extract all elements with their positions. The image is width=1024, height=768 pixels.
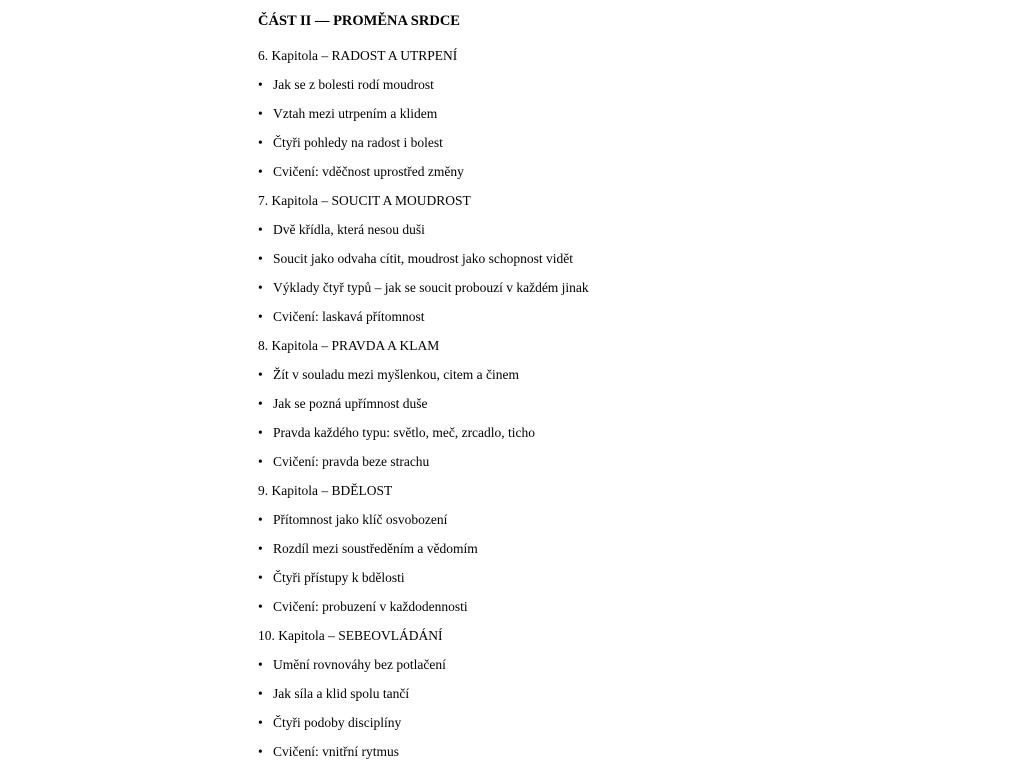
bullet-icon: • (258, 251, 263, 266)
list-item-text: Jak se pozná upřímnost duše (273, 396, 428, 411)
list-item (258, 162, 589, 191)
list-item (258, 684, 589, 713)
list-item-text: Cvičení: vnitřní rytmus (273, 744, 399, 759)
chapter-heading: 6. Kapitola – RADOST A UTRPENÍ (258, 48, 458, 63)
list-item-text: Cvičení: vděčnost uprostřed změny (273, 164, 464, 179)
part-title: ČÁST II — PROMĚNA SRDCE (258, 13, 460, 29)
list-item (258, 365, 589, 394)
bullet-icon: • (258, 715, 263, 730)
list-item-text: Žít v souladu mezi myšlenkou, citem a činem (273, 367, 519, 382)
list-item-text: Cvičení: laskavá přítomnost (273, 309, 425, 324)
list-item (258, 278, 589, 307)
bullet-icon: • (258, 599, 263, 614)
list-item (258, 423, 589, 452)
list-item (258, 510, 589, 539)
list-item (258, 568, 589, 597)
list-item-text: Umění rovnováhy bez potlačení (273, 657, 446, 672)
chapter-heading: 8. Kapitola – PRAVDA A KLAM (258, 338, 440, 353)
list-item-text: Rozdíl mezi soustředěním a vědomím (273, 541, 478, 556)
list-item-text: Čtyři podoby disciplíny (273, 715, 402, 730)
list-item-text: Jak se z bolesti rodí moudrost (273, 77, 434, 92)
list-item (258, 597, 589, 626)
list-item (258, 249, 589, 278)
chapter-heading: 10. Kapitola – SEBEOVLÁDÁNÍ (258, 628, 443, 643)
list-item (258, 655, 589, 684)
list-item (258, 452, 589, 481)
table-of-contents (258, 46, 589, 768)
chapter-heading: 9. Kapitola – BDĚLOST (258, 483, 393, 498)
bullet-icon: • (258, 164, 263, 179)
bullet-icon: • (258, 657, 263, 672)
bullet-icon: • (258, 541, 263, 556)
list-item-text: Vztah mezi utrpením a klidem (273, 106, 438, 121)
list-item (258, 133, 589, 162)
list-item-text: Dvě křídla, která nesou duši (273, 222, 425, 237)
list-item (258, 713, 589, 742)
bullet-icon: • (258, 425, 263, 440)
list-item (258, 104, 589, 133)
list-item (258, 220, 589, 249)
bullet-icon: • (258, 309, 263, 324)
list-item-text: Cvičení: pravda beze strachu (273, 454, 430, 469)
list-item-text: Cvičení: probuzení v každodennosti (273, 599, 468, 614)
bullet-icon: • (258, 280, 263, 295)
bullet-icon: • (258, 686, 263, 701)
bullet-icon: • (258, 222, 263, 237)
bullet-icon: • (258, 570, 263, 585)
bullet-icon: • (258, 106, 263, 121)
bullet-icon: • (258, 396, 263, 411)
list-item-text: Čtyři pohledy na radost i bolest (273, 135, 443, 150)
bullet-icon: • (258, 367, 263, 382)
chapter-heading: 7. Kapitola – SOUCIT A MOUDROST (258, 193, 471, 208)
list-item-text: Přítomnost jako klíč osvobození (273, 512, 448, 527)
list-item (258, 742, 589, 768)
list-item (258, 75, 589, 104)
list-item-text: Výklady čtyř typů – jak se soucit probouzí v každém jinak (273, 280, 589, 295)
bullet-icon: • (258, 454, 263, 469)
list-item (258, 539, 589, 568)
bullet-icon: • (258, 512, 263, 527)
list-item-text: Jak síla a klid spolu tančí (273, 686, 410, 701)
list-item-text: Pravda každého typu: světlo, meč, zrcadlo, ticho (273, 425, 536, 440)
bullet-icon: • (258, 135, 263, 150)
bullet-icon: • (258, 744, 263, 759)
list-item (258, 394, 589, 423)
bullet-icon: • (258, 77, 263, 92)
list-item-text: Čtyři přístupy k bdělosti (273, 570, 405, 585)
list-item (258, 307, 589, 336)
list-item-text: Soucit jako odvaha cítit, moudrost jako schopnost vidět (273, 251, 573, 266)
